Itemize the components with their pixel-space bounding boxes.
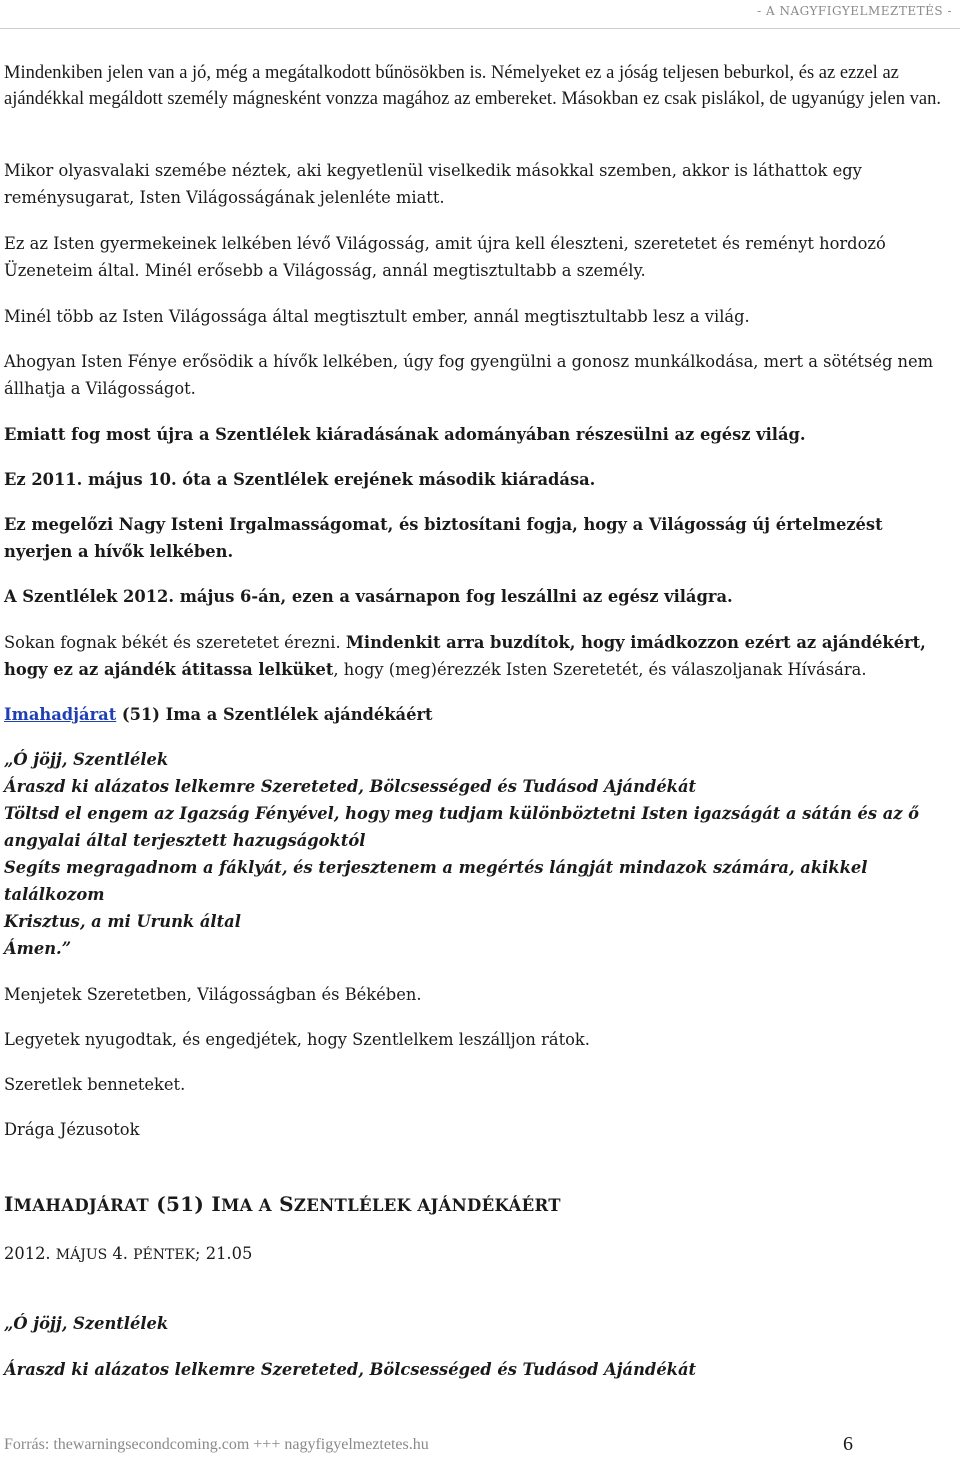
- paragraph-8: Ez megelőzi Nagy Isteni Irgalmasságomat, és biztosítani fogja, hogy a Világosság új értelmezést nyerjen a hívők lelkében.: [4, 515, 883, 561]
- paragraph-2: Mikor olyasvalaki szemébe néztek, aki kegyetlenül viselkedik másokkal szemben, akkor is láthattok egy reménysugarat, Isten Világosságának jelenléte miatt.: [4, 161, 862, 207]
- section-date: 2012. MÁJUS 4. PÉNTEK; 21.05: [4, 1244, 253, 1263]
- prayer-line-5: Krisztus, a mi Urunk által: [4, 912, 241, 931]
- closing-line-2: Legyetek nyugodtak, és engedjétek, hogy Szentlelkem leszálljon rátok.: [4, 1030, 590, 1049]
- section-title: IMAHADJÁRAT (51) IMA A SZENTLÉLEK AJÁNDÉKÁÉRT: [4, 1192, 561, 1216]
- prayer-line-1: „Ó jöjj, Szentlélek: [4, 750, 169, 769]
- paragraph-6: Emiatt fog most újra a Szentlélek kiáradásának adományában részesülni az egész világ.: [4, 425, 806, 444]
- footer-source: Forrás: thewarningsecondcoming.com +++ nagyfigyelmeztetes.hu: [4, 1436, 429, 1453]
- second-prayer-line-1: „Ó jöjj, Szentlélek: [4, 1314, 169, 1333]
- paragraph-9: A Szentlélek 2012. május 6-án, ezen a vasárnapon fog leszállni az egész világra.: [4, 587, 733, 606]
- prayer-line-3: Töltsd el engem az Igazság Fényével, hogy meg tudjam különböztetni Isten igazságát a sátán és az ő angyalai által terjesztett hazugságoktól: [4, 804, 920, 850]
- prayer-line-6: Ámen.”: [4, 939, 72, 958]
- prayer-line-2: Áraszd ki alázatos lelkemre Szereteted, Bölcsességed és Tudásod Ajándékát: [4, 777, 697, 796]
- paragraph-5: Ahogyan Isten Fénye erősödik a hívők lelkében, úgy fog gyengülni a gonosz munkálkodása, mert a sötétség nem állhatja a Világosságot.: [4, 352, 934, 398]
- prayer-line-4: Segíts megragadnom a fáklyát, és terjesztenem a megértés lángját mindazok számára, akikkel találkozom: [4, 858, 868, 904]
- header-divider: [0, 28, 960, 29]
- closing-line-3: Szeretlek benneteket.: [4, 1075, 186, 1094]
- prayer-text: [4, 746, 956, 962]
- paragraph-4: Minél több az Isten Világossága által megtisztult ember, annál megtisztultabb lesz a világ.: [4, 307, 750, 326]
- running-header: - A NAGYFIGYELMEZTETÉS -: [757, 4, 952, 18]
- paragraph-10: [4, 629, 956, 683]
- closing-line-1: Menjetek Szeretetben, Világosságban és Békében.: [4, 985, 422, 1004]
- paragraph-1: Mindenkiben jelen van a jó, még a megátalkodott bűnösökben is. Némelyeket ez a jóság teljesen beburkol, és az ezzel az ajándékkal megáldott személy mágnesként vonzza magához az embereket. Másokban ez csak pislákol, de ugyanúgy jelen van.: [4, 63, 941, 109]
- paragraph-7: Ez 2011. május 10. óta a Szentlélek erejének második kiáradása.: [4, 470, 596, 489]
- paragraph-3: Ez az Isten gyermekeinek lelkében lévő Világosság, amit újra kell éleszteni, szeretetet és reményt hordozó Üzeneteim által. Minél erősebb a Világosság, annál megtisztultabb a személy.: [4, 234, 886, 280]
- prayer-reference: [4, 701, 956, 728]
- paragraph-10-lead: Sokan fognak békét és szeretetet érezni.: [4, 633, 346, 652]
- signature: Drága Jézusotok: [4, 1120, 140, 1139]
- page-number: 6: [843, 1433, 853, 1455]
- prayer-reference-title: (51) Ima a Szentlélek ajándékáért: [116, 705, 433, 724]
- crusade-link[interactable]: Imahadjárat: [4, 705, 117, 724]
- paragraph-10-tail: , hogy (meg)érezzék Isten Szeretetét, és válaszoljanak Hívására.: [333, 660, 867, 679]
- second-prayer-line-2: Áraszd ki alázatos lelkemre Szereteted, Bölcsességed és Tudásod Ajándékát: [4, 1360, 697, 1379]
- paragraph-10-emphasis: Mindenkit arra buzdítok, hogy imádkozzon ezért az ajándékért, hogy ez az ajándék átitassa lelküket: [4, 633, 926, 679]
